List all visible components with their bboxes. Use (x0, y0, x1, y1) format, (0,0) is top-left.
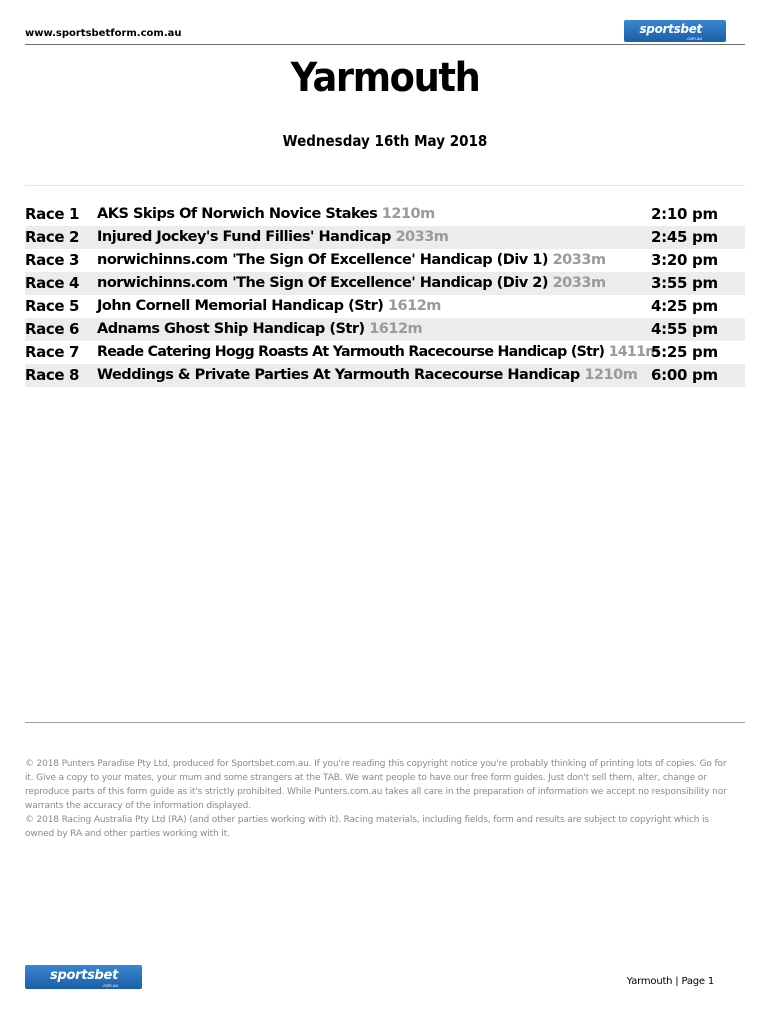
race-row[interactable] (25, 226, 745, 249)
footer-sportsbet-logo (25, 965, 142, 989)
page-number: Yarmouth | Page 1 (626, 976, 714, 987)
race-row[interactable] (25, 295, 745, 318)
race-row[interactable] (25, 249, 745, 272)
race-name (97, 341, 659, 364)
subheader-divider (25, 185, 745, 186)
race-name (97, 272, 606, 295)
race-row[interactable] (25, 318, 745, 341)
race-distance: 2033m (552, 275, 606, 291)
race-time: 6:00 pm (651, 366, 718, 384)
race-time: 4:25 pm (651, 297, 718, 315)
race-distance: 1612m (387, 298, 441, 314)
race-number: Race 8 (25, 366, 79, 384)
logo-wordmark: sportsbet (639, 22, 702, 36)
race-number: Race 2 (25, 228, 79, 246)
race-row[interactable] (25, 341, 745, 364)
race-name (97, 249, 606, 272)
race-row[interactable] (25, 203, 745, 226)
race-name (97, 295, 441, 318)
race-distance: 2033m (552, 252, 606, 268)
sportsbet-logo (624, 20, 726, 42)
race-number: Race 7 (25, 343, 79, 361)
race-time: 5:25 pm (651, 343, 718, 361)
site-url[interactable]: www.sportsbetform.com.au (25, 28, 182, 39)
race-distance: 1612m (369, 321, 423, 337)
copyright-punters: © 2018 Punters Paradise Pty Ltd, produced for Sportsbet.com.au. If you're reading this copyright notice you're probably thinking of printing lots of copies. Go for it. Give a copy to your mates, your mum and some strangers at the TAB. We want people to have our free form guides. Just don't sell them, alter, change or reproduce parts of this form guide as it's strictly prohibited. While Punters.com.au takes all care in the preparation of information we accept no responsibility nor warrants the accuracy of the information displayed. (25, 759, 727, 811)
race-number: Race 3 (25, 251, 79, 269)
race-title: norwichinns.com 'The Sign Of Excellence' Handicap (Div 2) (97, 275, 549, 291)
race-number: Race 1 (25, 205, 79, 223)
footer-logo-wordmark: sportsbet (50, 968, 118, 983)
race-row[interactable] (25, 272, 745, 295)
race-distance: 1411m (608, 344, 660, 360)
race-name (97, 364, 637, 387)
race-title: norwichinns.com 'The Sign Of Excellence' Handicap (Div 1) (97, 252, 549, 268)
race-title: Adnams Ghost Ship Handicap (Str) (97, 321, 365, 337)
race-distance: 1210m (381, 206, 435, 222)
race-name (97, 226, 448, 249)
race-row[interactable] (25, 364, 745, 387)
footer-divider (25, 722, 745, 723)
meeting-date: Wednesday 16th May 2018 (282, 132, 488, 150)
race-title: AKS Skips Of Norwich Novice Stakes (97, 206, 378, 222)
race-time: 2:45 pm (651, 228, 718, 246)
race-list (25, 203, 745, 387)
race-time: 2:10 pm (651, 205, 718, 223)
race-title: Weddings & Private Parties At Yarmouth Racecourse Handicap (97, 367, 580, 383)
race-number: Race 6 (25, 320, 79, 338)
race-distance: 2033m (395, 229, 449, 245)
race-time: 4:55 pm (651, 320, 718, 338)
footer-logo-domain: .com.au (101, 983, 118, 988)
race-name (97, 203, 435, 226)
copyright-notice (25, 757, 731, 841)
race-title: Injured Jockey's Fund Fillies' Handicap (97, 229, 391, 245)
race-title: John Cornell Memorial Handicap (Str) (97, 298, 384, 314)
race-number: Race 5 (25, 297, 79, 315)
race-time: 3:20 pm (651, 251, 718, 269)
race-name (97, 318, 422, 341)
logo-domain: .com.au (685, 36, 702, 41)
header-divider (25, 44, 745, 45)
race-time: 3:55 pm (651, 274, 718, 292)
race-distance: 1210m (584, 367, 638, 383)
copyright-racing-australia: © 2018 Racing Australia Pty Ltd (RA) (and other parties working with it). Racing materials, including fields, form and results are subject to copyright which is owned by RA and other parties working with it. (25, 815, 709, 839)
race-number: Race 4 (25, 274, 79, 292)
race-title: Reade Catering Hogg Roasts At Yarmouth Racecourse Handicap (Str) (97, 344, 605, 360)
meeting-title: Yarmouth (290, 55, 480, 101)
